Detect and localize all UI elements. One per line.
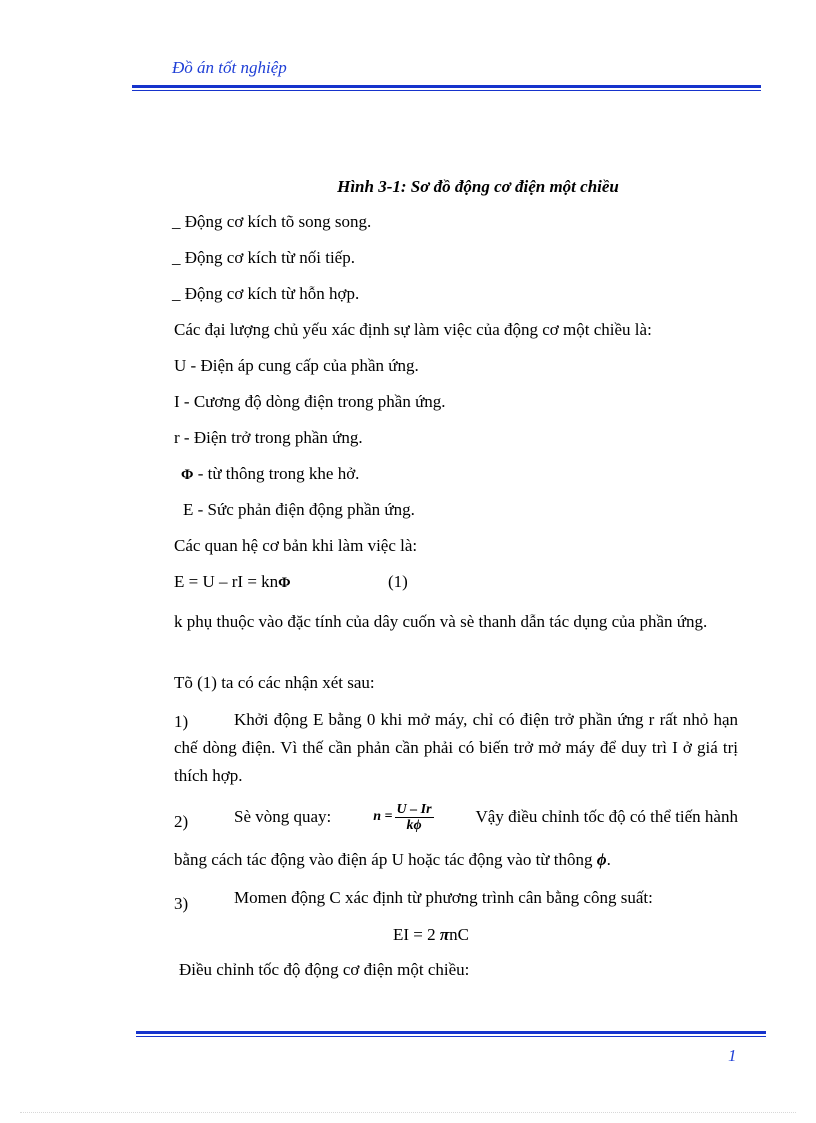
k-note-paragraph (174, 608, 738, 635)
bullet-item: _ Động cơ kích từ nối tiếp. (172, 248, 355, 267)
bullet-item: _ Động cơ kích từ hỗn hợp. (172, 284, 360, 303)
formula-denominator: kϕ (406, 817, 422, 833)
speed-formula (373, 802, 433, 833)
header-title: Đồ án tốt nghiệp (172, 58, 287, 77)
item-2-cont-text: bằng cách tác động vào điện áp U hoặc tác động vào từ thông (174, 850, 593, 869)
item-1-number: 1) (174, 712, 189, 731)
page-number: 1 (728, 1046, 737, 1065)
pi-symbol: π (439, 925, 450, 944)
relations-intro: Các quan hệ cơ bản khi làm việc là: (174, 536, 418, 555)
footer-rule-thin (136, 1036, 766, 1037)
formula-fraction (395, 802, 434, 833)
phi-item (181, 464, 359, 484)
figure-caption: Hình 3-1: Sơ đồ động cơ điện một chiều (337, 177, 619, 196)
k-note-text: k phụ thuộc vào đặc tính của dây cuốn và sè thanh dẫn tác dụng của phần ứng. (174, 612, 708, 631)
footer-rule (136, 1031, 766, 1034)
emf-item: E - Sức phản điện động phần ứng. (183, 500, 415, 519)
quantity-item: U - Điện áp cung cấp của phần ứng. (174, 356, 419, 375)
quantity-item: r - Điện trở trong phần ứng. (174, 428, 363, 447)
equation-1 (174, 572, 291, 592)
equation-2-post: nC (449, 925, 470, 944)
remarks-intro: Tõ (1) ta có các nhận xét sau: (174, 673, 375, 692)
equation-1-number: (1) (388, 572, 408, 591)
equation-2 (393, 925, 469, 945)
item-2-cont-end: . (606, 850, 611, 869)
item-2-lead: Sè vòng quay: (234, 807, 332, 826)
bullet-item: _ Động cơ kích tõ song song. (172, 212, 372, 231)
item-2-line (234, 796, 738, 838)
intro-paragraph: Các đại lượng chủ yếu xác định sự làm việc của động cơ một chiều là: (174, 320, 652, 339)
equation-1-lhs: E = U – rI = kn (174, 572, 279, 591)
equation-1-symbol: Φ (278, 575, 291, 591)
item-3-text: Momen động C xác định từ phương trình cân bằng công suất: (234, 888, 653, 907)
item-2-number: 2) (174, 812, 189, 831)
header-rule-thin (132, 90, 761, 91)
formula-lhs: n = (373, 809, 393, 824)
item-2-tail: Vậy điều chỉnh tốc độ có thể tiến hành (475, 807, 738, 826)
closing-heading: Điều chỉnh tốc độ động cơ điện một chiều: (179, 960, 470, 979)
formula-numerator: U – Ir (396, 801, 432, 817)
item-3-number: 3) (174, 894, 189, 913)
page-bottom-dots (20, 1112, 796, 1113)
phi-symbol: Φ (181, 467, 194, 483)
item-2-continuation (174, 850, 611, 870)
quantity-item: I - Cương độ dòng điện trong phần ứng. (174, 392, 446, 411)
item-1-text: Khởi động E bằng 0 khi mở máy, chỉ có điện trở phần ứng r rất nhỏ hạn chế dòng điện. Vì thế cần phản cần phải có biến trở mở máy để duy trì I ở giá trị thích hợp. (174, 710, 738, 785)
phi-small-symbol: ϕ (596, 850, 607, 869)
equation-2-pre: EI = 2 (393, 925, 436, 944)
phi-text: - từ thông trong khe hở. (193, 464, 360, 483)
header-rule (132, 85, 761, 88)
